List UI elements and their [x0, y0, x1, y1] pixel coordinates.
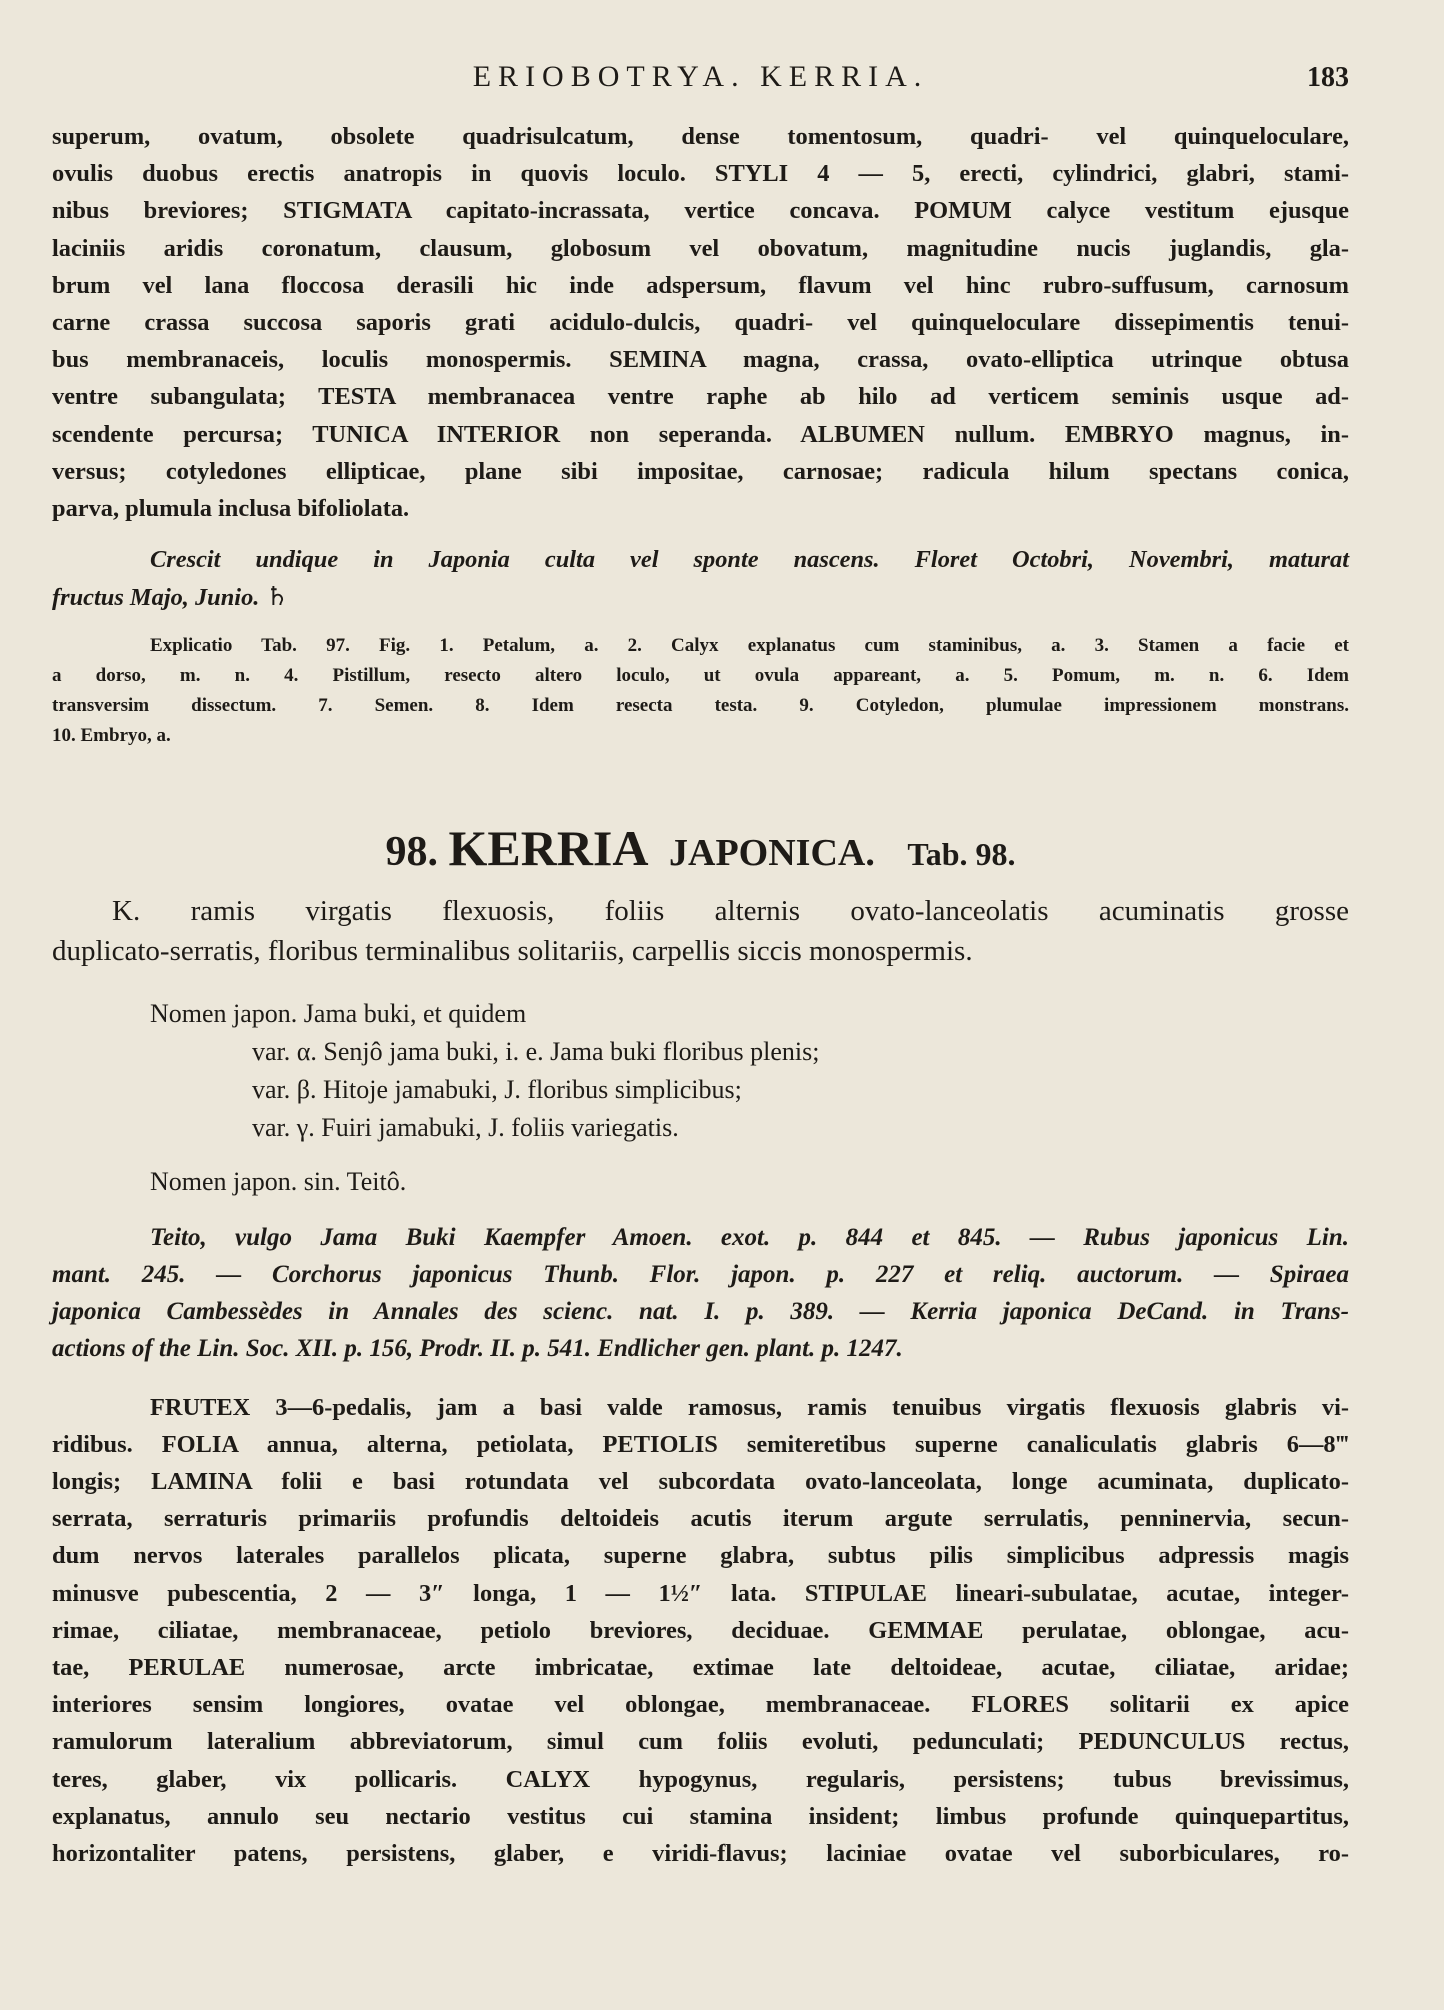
- variety-line: var. α. Senjô jama buki, i. e. Jama buki floribus plenis;: [252, 1036, 820, 1066]
- text-line: serrata, serraturis primariis profundis deltoideis acutis iterum argute serrulatis, penninervia, secun-: [52, 1505, 1349, 1533]
- text-line: tae, PERULAE numerosae, arcte imbricatae, extimae late deltoideae, acutae, ciliatae, aridae;: [52, 1654, 1349, 1682]
- text-line: ramulorum lateralium abbreviatorum, simul cum foliis evoluti, pedunculati; PEDUNCULUS rectus,: [52, 1728, 1349, 1756]
- text-line: 10. Embryo, a.: [52, 724, 171, 746]
- text-line: bus membranaceis, loculis monospermis. SEMINA magna, crassa, ovato-elliptica utrinque obtusa: [52, 346, 1349, 374]
- text-line: duplicato-serratis, floribus terminalibus solitariis, carpellis siccis monospermis.: [52, 934, 973, 967]
- nomen-japonicum: Nomen japon. Jama buki, et quidem: [150, 998, 527, 1028]
- shrub-symbol: ♄: [265, 582, 289, 612]
- text-line: carne crassa succosa saporis grati acidulo-dulcis, quadri- vel quinqueloculare dissepimentis tenui-: [52, 309, 1349, 337]
- text-line: versus; cotyledones ellipticae, plane sibi impositae, carnosae; radicula hilum spectans conica,: [52, 457, 1349, 485]
- species-number: 98.: [385, 828, 438, 875]
- eriobotrya-description: [52, 118, 1349, 527]
- habitat-note: [52, 541, 1349, 616]
- species-heading: [52, 819, 1349, 877]
- text-line: ventre subangulata; TESTA membranacea ventre raphe ab hilo ad verticem seminis usque ad-: [52, 383, 1349, 411]
- text-line: nibus breviores; STIGMATA capitato-incrassata, vertice concava. POMUM calyce vestitum ejusque: [52, 197, 1349, 225]
- text-line: longis; LAMINA folii e basi rotundata vel subcordata ovato-lanceolata, longe acuminata, duplicato-: [52, 1468, 1349, 1496]
- variety-line: var. β. Hitoje jamabuki, J. floribus simplicibus;: [252, 1074, 742, 1104]
- text-line: horizontaliter patens, persistens, glaber, e viridi-flavus; laciniae ovatae vel suborbiculares, ro-: [52, 1840, 1349, 1868]
- synonymy: [52, 1219, 1349, 1367]
- text-line: K. ramis virgatis flexuosis, foliis alternis ovato-lanceolatis acuminatis grosse: [112, 894, 1349, 927]
- text-line: scendente percursa; TUNICA INTERIOR non seperanda. ALBUMEN nullum. EMBRYO magnus, in-: [52, 420, 1349, 448]
- kerria-description: [52, 1389, 1349, 1873]
- text-line: Explicatio Tab. 97. Fig. 1. Petalum, a. 2. Calyx explanatus cum staminibus, a. 3. Stamen a facie et: [150, 634, 1349, 656]
- species-diagnosis: [52, 891, 1349, 971]
- text-line: FRUTEX 3—6-pedalis, jam a basi valde ramosus, ramis tenuibus virgatis flexuosis glabris vi-: [150, 1393, 1349, 1421]
- plate-reference: Tab. 98.: [907, 835, 1016, 872]
- text-line: laciniis aridis coronatum, clausum, globosum vel obovatum, magnitudine nucis juglandis, gla-: [52, 234, 1349, 262]
- text-line: Teito, vulgo Jama Buki Kaempfer Amoen. exot. p. 844 et 845. — Rubus japonicus Lin.: [150, 1223, 1349, 1251]
- text-line: rimae, ciliatae, membranaceae, petiolo breviores, deciduae. GEMMAE perulatae, oblongae, acu-: [52, 1616, 1349, 1644]
- plate-explanation: [52, 631, 1349, 751]
- japanese-names: [52, 995, 1349, 1147]
- text-line: superum, ovatum, obsolete quadrisulcatum, dense tomentosum, quadri- vel quinqueloculare,: [52, 123, 1349, 150]
- text-line: transversim dissectum. 7. Semen. 8. Idem resecta testa. 9. Cotyledon, plumulae impressionem monstrans.: [52, 694, 1349, 716]
- species-epithet: JAPONICA.: [669, 831, 875, 874]
- text-line: interiores sensim longiores, ovatae vel oblongae, membranaceae. FLORES solitarii ex apice: [52, 1691, 1349, 1719]
- text-line: mant. 245. — Corchorus japonicus Thunb. Flor. japon. p. 227 et reliq. auctorum. — Spiraea: [52, 1260, 1349, 1288]
- variety-line: var. γ. Fuiri jamabuki, J. foliis variegatis.: [252, 1112, 679, 1142]
- page-number: 183: [1307, 62, 1349, 93]
- habitat-line-text: fructus Majo, Junio.: [52, 584, 260, 612]
- page-header: [52, 58, 1349, 118]
- text-line: teres, glaber, vix pollicaris. CALYX hypogynus, regularis, persistens; tubus brevissimus,: [52, 1765, 1349, 1793]
- text-line: ridibus. FOLIA annua, alterna, petiolata, PETIOLIS semiteretibus superne canaliculatis glabris 6—8‴: [52, 1430, 1349, 1458]
- sino-japanese-name: Nomen japon. sin. Teitô.: [150, 1166, 407, 1196]
- genus-name: KERRIA: [448, 819, 649, 876]
- text-line: Crescit undique in Japonia culta vel sponte nascens. Floret Octobri, Novembri, maturat: [150, 546, 1349, 574]
- text-line: ovulis duobus erectis anatropis in quovis loculo. STYLI 4 — 5, erecti, cylindrici, glabri, stami-: [52, 160, 1349, 188]
- text-line: actions of the Lin. Soc. XII. p. 156, Prodr. II. p. 541. Endlicher gen. plant. p. 1247.: [52, 1334, 903, 1362]
- text-line: a dorso, m. n. 4. Pistillum, resecto altero loculo, ut ovula appareant, a. 5. Pomum, m. n. 6. Idem: [52, 664, 1349, 686]
- text-line: minusve pubescentia, 2 — 3″ longa, 1 — 1½″ lata. STIPULAE lineari-subulatae, acutae, integer-: [52, 1579, 1349, 1607]
- text-line: brum vel lana floccosa derasili hic inde adspersum, flavum vel hinc rubro-suffusum, carnosum: [52, 271, 1349, 299]
- text-line: dum nervos laterales parallelos plicata, superne glabra, subtus pilis simplicibus adpressis magis: [52, 1542, 1349, 1570]
- text-line: [52, 578, 1349, 616]
- text-line: japonica Cambessèdes in Annales des scienc. nat. I. p. 389. — Kerria japonica DeCand. in Trans-: [52, 1297, 1349, 1325]
- running-head: ERIOBOTRYA. KERRIA.: [472, 60, 929, 93]
- text-line: explanatus, annulo seu nectario vestitus cui stamina insident; limbus profunde quinquepartitus,: [52, 1802, 1349, 1830]
- text-line: parva, plumula inclusa bifoliolata.: [52, 495, 410, 523]
